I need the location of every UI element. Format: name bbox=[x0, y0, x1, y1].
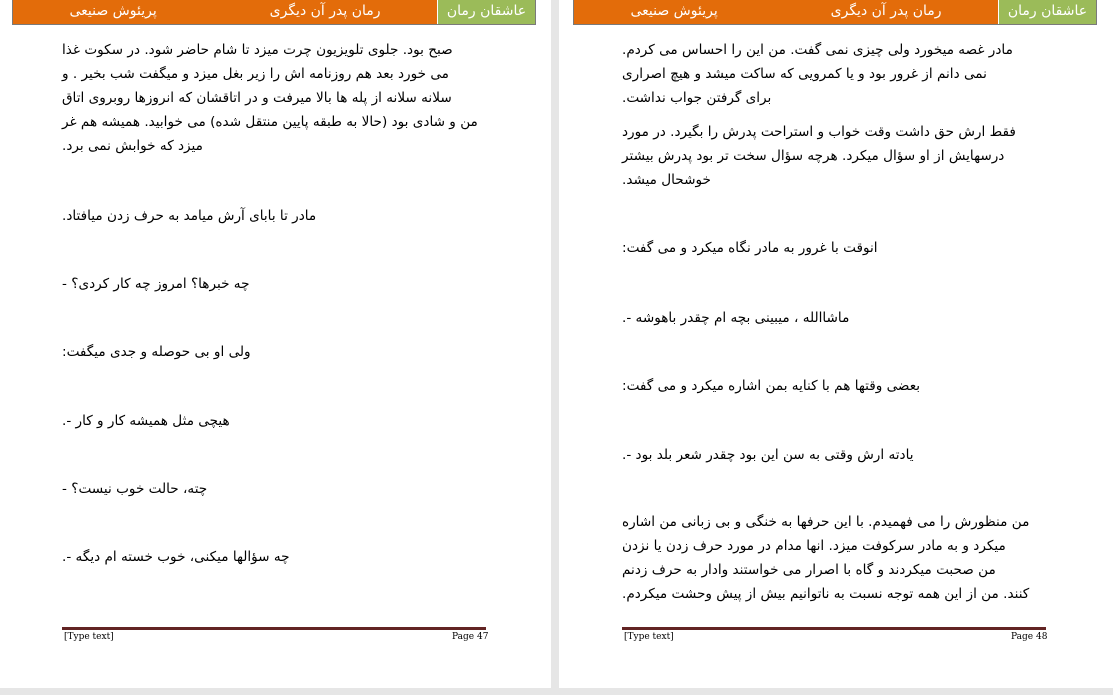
paragraph: بعضی وقتها هم با کنایه بمن اشاره میکرد و می گفت: bbox=[622, 378, 921, 394]
paragraph: یادته ارش وقتی به سن این بود چقدر شعر بلد بود -. bbox=[622, 447, 914, 463]
header-site: عاشقان رمان bbox=[998, 0, 1096, 24]
paragraph: چه سؤالها میکنی، خوب خسته ام دیگه -. bbox=[62, 549, 290, 565]
header-title: رمان پدر آن دیگری bbox=[830, 3, 942, 19]
footer-left-text: [Type text] bbox=[64, 632, 114, 642]
paragraph: انوقت با غرور به مادر نگاه میکرد و می گفت: bbox=[622, 240, 878, 256]
paragraph: ولی او بی حوصله و جدی میگفت: bbox=[62, 344, 251, 360]
paragraph: فقط ارش حق داشت وقت خواب و استراحت پدرش را بگیرد. در مورد درسهایش از او سؤال میکرد. هرچه سؤال سخت تر بود پدرش بیشتر خوشحال میشد. bbox=[622, 124, 1016, 188]
page-number: Page 48 bbox=[1011, 632, 1048, 642]
page-number: Page 47 bbox=[452, 632, 489, 642]
footer-rule bbox=[622, 627, 1046, 630]
document-page-right bbox=[559, 0, 1113, 688]
header-author: پریئوش صنیعی bbox=[630, 3, 718, 19]
paragraph: مادر تا بابای آرش میامد به حرف زدن میافتاد. bbox=[62, 208, 317, 224]
header-site: عاشقان رمان bbox=[437, 0, 535, 24]
paragraph: صبح بود. جلوی تلویزیون چرت میزد تا شام حاضر شود. در سکوت غذا می خورد بعد هم روزنامه اش را زیر بغل میزد و میگفت شب بخیر . و سلانه سلانه از پله ها بالا میرفت و در اتاقشان که انروزها روبروی اتاق من و شادی بود (حالا به طبقه پایین منتقل شده) می خوابید. همیشه هم غر میزد که خوابش نمی برد. bbox=[62, 42, 478, 154]
header-title: رمان پدر آن دیگری bbox=[269, 3, 381, 19]
paragraph: ماشاالله ، میبینی بچه ام چقدر باهوشه -. bbox=[622, 310, 850, 326]
document-page-left bbox=[0, 0, 551, 688]
paragraph: چته، حالت خوب نیست؟ - bbox=[62, 481, 208, 497]
page-header bbox=[573, 0, 1097, 25]
footer-left-text: [Type text] bbox=[624, 632, 674, 642]
paragraph: مادر غصه میخورد ولی چیزی نمی گفت. من این را احساس می کردم. نمی دانم از غرور بود و یا کمرویی که ساکت میشد و هیچ اصراری برای گرفتن جواب نداشت. bbox=[622, 42, 1013, 106]
page-body bbox=[62, 38, 486, 565]
page-header bbox=[12, 0, 536, 25]
paragraph: هیچی مثل همیشه کار و کار -. bbox=[62, 413, 230, 429]
paragraph: من منظورش را می فهمیدم. با این حرفها به خنگی و بی زبانی من اشاره میکرد و به مادر سرکوفت میزد. انها مدام در مورد حرف زدن یا نزدن من صحبت میکردند و گاه با اصرار می خواستند وادار به حرف زدنم کنند. من از این همه توجه نسبت به ناتوانیم بیش از پیش وحشت میکردم. bbox=[622, 514, 1030, 602]
paragraph: چه خبرها؟ امروز چه کار کردی؟ - bbox=[62, 276, 250, 292]
footer-rule bbox=[62, 627, 486, 630]
header-author: پریئوش صنیعی bbox=[69, 3, 157, 19]
